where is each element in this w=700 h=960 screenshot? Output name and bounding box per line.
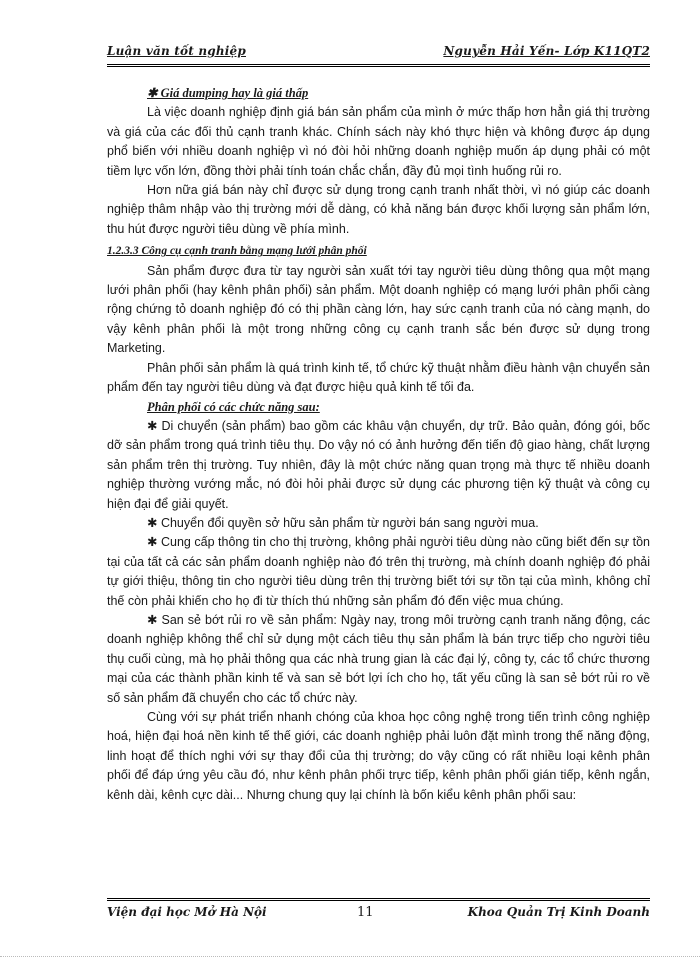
section-heading-distribution-network: 1.2.3.3 Công cụ cạnh tranh bằng mạng lưới phân phối	[107, 245, 367, 258]
subheading-distribution-functions: Phân phối có các chức năng sau:	[147, 399, 320, 414]
list-item-function-information: ✱ Cung cấp thông tin cho thị trường, không phải người tiêu dùng nào cũng biết đến sự tồn tại của tất cả các sản phẩm doanh nghiệp nào đó trên thị trường, mà chính doanh nghiệp đó phải tự giới thiệu, thông tin cho người tiêu dùng trên thị trường biết tới sự tồn tại của mình, không chỉ thế còn phải khiến cho họ đi từ thích thú những sản phẩm đó đến việc mua chúng.	[107, 535, 650, 608]
page-header	[107, 44, 650, 67]
header-author-class: Nguyễn Hải Yến- Lớp K11QT2	[443, 44, 650, 58]
list-item-function-movement: ✱ Di chuyển (sản phẩm) bao gồm các khâu vận chuyển, dự trữ. Bảo quản, đóng gói, bốc dỡ sản phẩm trong quá trình tiêu thụ. Do vậy nó có ảnh hưởng đến tiến độ giao hàng, chất lượng sản phẩm trên thị trường. Tuy nhiên, đây là một chức năng quan trọng mà thực tế nhiều doanh nghiệp thường vướng mắc, nó đòi hỏi phải được sử dụng các phương tiện kỹ thuật và công cụ hiện đại để giải quyết.	[107, 418, 650, 511]
footer-institution: Viện đại học Mở Hà Nội	[107, 905, 267, 919]
paragraph-channel-types: Cùng với sự phát triển nhanh chóng của khoa học công nghệ trong tiến trình công nghiệp hoá, hiện đại hoá nền kinh tế thế giới, các doanh nghiệp phải luôn đặt mình trong thế năng động, linh hoạt để thích nghi với sự thay đổi của thị trường; do vậy cũng có rất nhiều loại kênh phân phối để đáp ứng yêu cầu đó, như kênh phân phối trực tiếp, kênh phân phối gián tiếp, kênh ngắn, kênh dài, kênh cực dài... Nhưng chung quy lại chính là bốn kiểu kênh phân phối sau:	[107, 710, 650, 802]
list-item-function-risk-sharing: ✱ San sẻ bớt rủi ro về sản phẩm: Ngày nay, trong môi trường cạnh tranh năng động, các doanh nghiệp không thể chỉ sử dụng một cách tiêu thụ sản phẩm là bán trực tiếp cho người tiêu thụ cuối cùng, mà họ phải thông qua các nhà trung gian là các đại lý, công ty, các tổ chức thương mại của các thành phần kinh tế và san sẻ bớt lợi ích cho họ, tất yếu cũng là san sẻ bớt rủi ro về số sản phẩm đã chuyển cho các tổ chức này.	[107, 612, 650, 705]
footer-faculty: Khoa Quản Trị Kinh Doanh	[467, 905, 650, 919]
header-thesis-label: Luận văn tốt nghiệp	[107, 44, 246, 58]
footer-divider	[107, 898, 650, 901]
page-number: 11	[357, 905, 374, 920]
list-item-function-ownership: ✱ Chuyển đổi quyền sở hữu sản phẩm từ người bán sang người mua.	[147, 515, 539, 530]
paragraph-distribution-definition: Phân phối sản phẩm là quá trình kinh tế, tổ chức kỹ thuật nhằm điều hành vận chuyển sản phẩm đến tay người tiêu dùng và đạt được hiệu quả kinh tế tối đa.	[107, 360, 650, 395]
page-break-divider	[0, 956, 700, 957]
paragraph-dumping-definition: Là việc doanh nghiệp định giá bán sản phẩm của mình ở mức thấp hơn hẳn giá thị trường và giá của các đối thủ cạnh tranh khác. Chính sách này khó thực hiện và không được áp dụng phổ biến với nhiều doanh nghiệp vì nó đòi hỏi những doanh nghiệp muốn áp dụng phải có một tiềm lực vốn lớn, đồng thời phải tính toán chắc chắn, đầy đủ mọi tình huống rủi ro.	[107, 105, 650, 178]
page-body	[107, 84, 650, 805]
paragraph-distribution-intro: Sản phẩm được đưa từ tay người sản xuất tới tay người tiêu dùng thông qua một mạng lưới phân phối (hay kênh phân phối) sản phẩm. Một doanh nghiệp có mạng lưới phân phối càng rộng chứng tỏ doanh nghiệp đó có thị phần càng lớn, hay sức cạnh tranh của nó càng mạnh, do vậy kênh phân phối là một trong những công cụ cạnh tranh sắc bén được sử dụng trong Marketing.	[107, 263, 650, 356]
page-footer	[107, 905, 650, 923]
paragraph-dumping-usage: Hơn nữa giá bán này chỉ được sử dụng trong cạnh tranh nhất thời, vì nó giúp các doanh nghiệp thâm nhập vào thị trường mới dễ dàng, có khả năng bán được khối lượng sản phẩm lớn, thu hút được người tiêu dùng về phía mình.	[107, 183, 650, 236]
subheading-dumping-price: ✱ Giá dumping hay là giá thấp	[147, 86, 309, 100]
